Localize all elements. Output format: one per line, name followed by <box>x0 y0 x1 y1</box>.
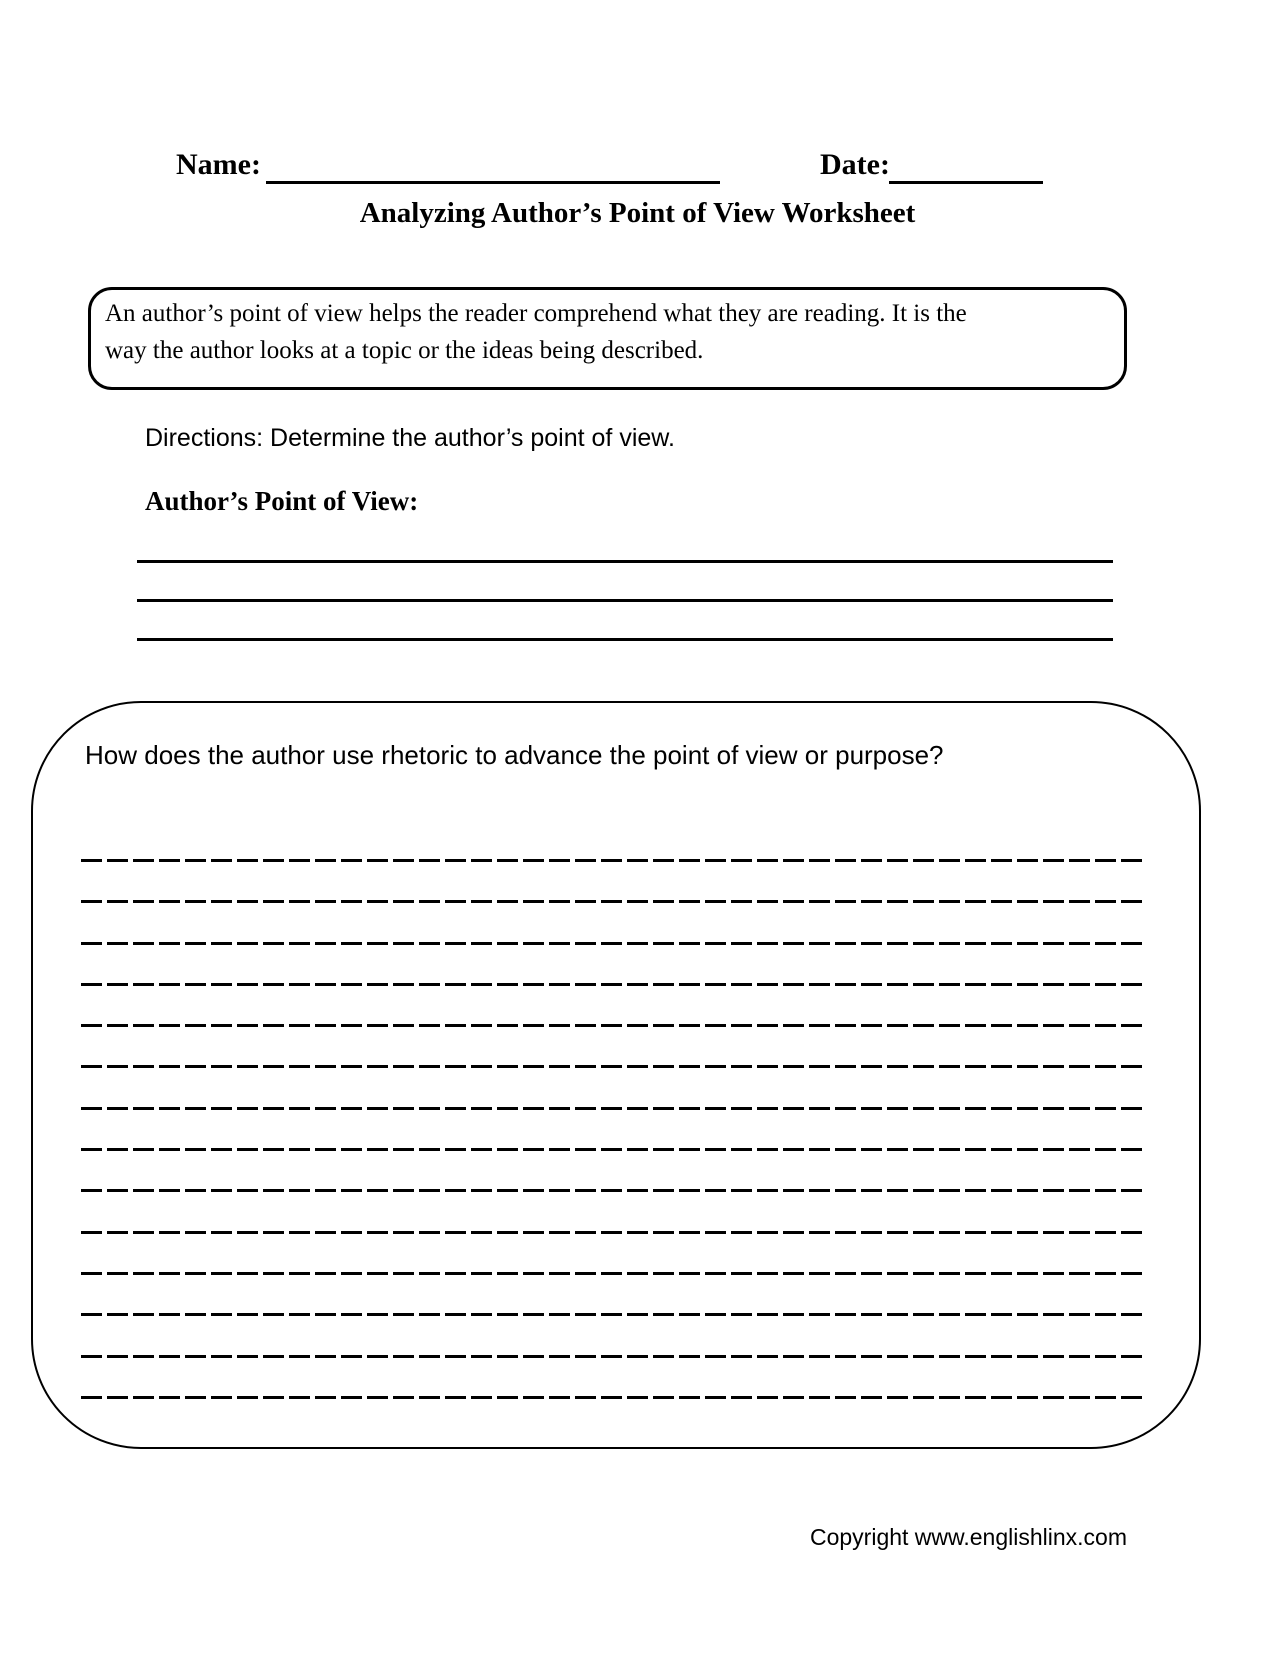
writing-line <box>81 1396 1145 1399</box>
writing-line <box>81 1313 1145 1316</box>
intro-box <box>88 287 1127 390</box>
intro-text-line1: An author’s point of view helps the reader comprehend what they are reading. It is the <box>105 300 967 327</box>
writing-line <box>137 560 1113 563</box>
question-box <box>31 701 1201 1449</box>
answer-lines[interactable] <box>81 859 1145 1437</box>
authors-point-of-view-lines[interactable] <box>137 560 1113 677</box>
writing-line <box>81 1189 1145 1192</box>
writing-line <box>81 1272 1145 1275</box>
intro-text-line2: way the author looks at a topic or the ideas being described. <box>105 337 704 364</box>
writing-line <box>81 983 1145 986</box>
authors-point-of-view-label: Author’s Point of View: <box>145 486 419 516</box>
question-text: How does the author use rhetoric to advance the point of view or purpose? <box>85 740 944 770</box>
writing-line <box>137 638 1113 641</box>
writing-line <box>81 1024 1145 1027</box>
copyright-text: Copyright www.englishlinx.com <box>809 1524 1127 1550</box>
writing-line <box>81 1148 1145 1151</box>
writing-line <box>81 1231 1145 1234</box>
writing-line <box>81 1065 1145 1068</box>
writing-line <box>81 942 1145 945</box>
date-label: Date: <box>820 148 890 181</box>
writing-line <box>81 1355 1145 1358</box>
date-input-line[interactable] <box>889 181 1043 184</box>
page-title: Analyzing Author’s Point of View Worksheet <box>359 197 916 229</box>
directions-text: Directions: Determine the author’s point of view. <box>145 424 675 452</box>
writing-line <box>81 859 1145 862</box>
writing-line <box>81 1107 1145 1110</box>
name-input-line[interactable] <box>266 181 720 184</box>
writing-line <box>81 900 1145 903</box>
writing-line <box>137 599 1113 602</box>
name-label: Name: <box>176 148 261 181</box>
